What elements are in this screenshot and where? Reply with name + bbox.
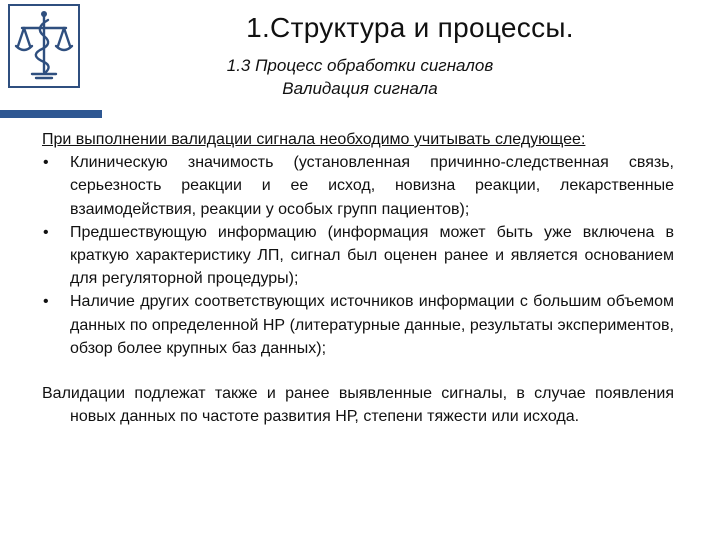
list-item xyxy=(42,290,674,360)
closing-text: Валидации подлежат также и ранее выявленные сигналы, в случае появления новых данных по частоте развития НР, степени тяжести или исхода. xyxy=(42,385,674,426)
list-item xyxy=(42,151,674,221)
bullet-icon: • xyxy=(43,293,49,311)
bullet-list xyxy=(42,151,674,360)
page-title: 1.Структура и процессы. xyxy=(246,12,574,43)
list-item xyxy=(42,221,674,291)
bullet-icon: • xyxy=(43,154,49,172)
logo xyxy=(8,4,80,88)
list-item-text: Предшествующую информацию (информация может быть уже включена в краткую характеристику ЛП, сигнал был оценен ранее и является основанием для регуляторной процедуры); xyxy=(70,223,674,288)
bullet-icon: • xyxy=(43,223,49,241)
scales-and-caduceus-logo-icon xyxy=(10,6,78,86)
subtitle-topic: Валидация сигнала xyxy=(282,79,438,98)
intro-text: При выполнении валидации сигнала необходимо учитывать следующее: xyxy=(42,131,586,148)
list-item-text: Клиническую значимость (установленная причинно-следственная связь, серьезность реакции и ее исход, новизна реакции, лекарственные взаимодействия, реакции у особых групп пациентов); xyxy=(70,154,674,218)
subtitle-section: 1.3 Процесс обработки сигналов xyxy=(226,56,494,75)
list-item-text: Наличие других соответствующих источников информации с большим объемом данных по определенной НР (литературные данные, результаты экспериментов, обзор более крупных баз данных); xyxy=(70,293,674,357)
accent-bar xyxy=(0,110,102,118)
slide-body xyxy=(42,128,674,428)
